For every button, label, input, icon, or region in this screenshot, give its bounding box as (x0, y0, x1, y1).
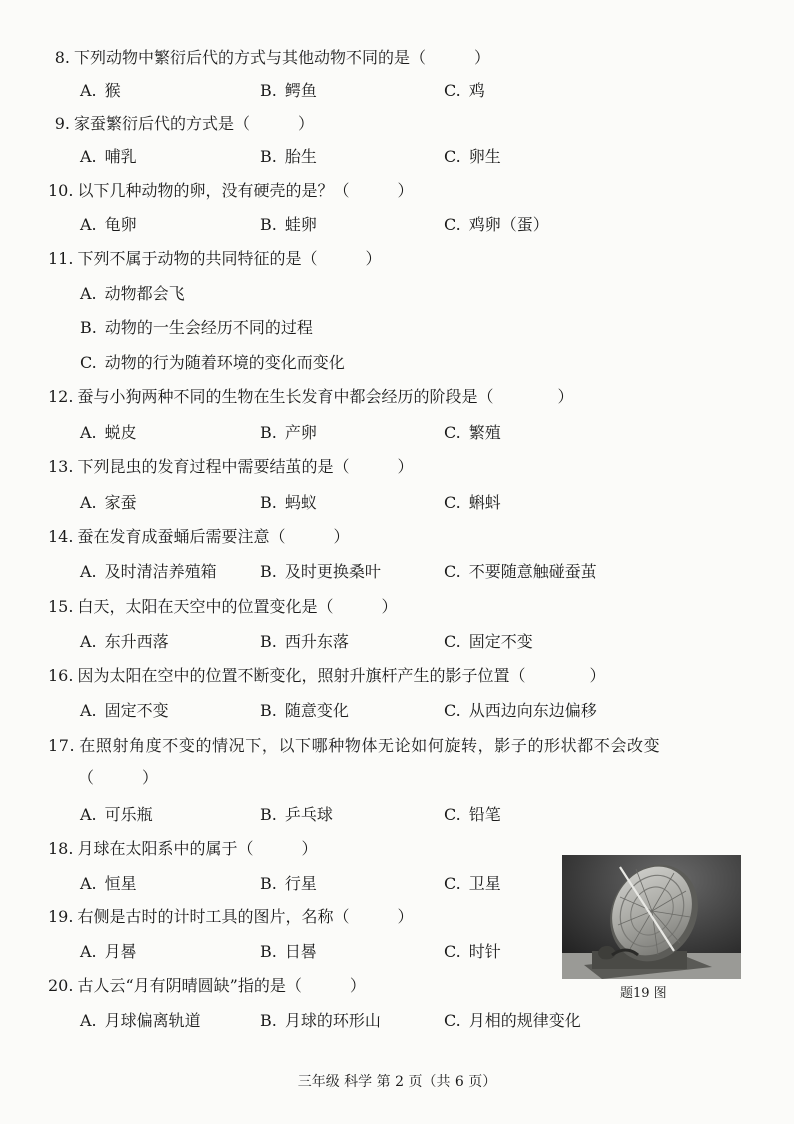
sundial-photo (562, 855, 741, 979)
question-17-answer-blank: （ ） (78, 768, 159, 787)
option-b[interactable]: B. 胎生 (260, 147, 317, 166)
question-20: 20. 古人云“月有阴晴圆缺”指的是（ ） (48, 976, 366, 995)
option-c[interactable]: C. 繁殖 (444, 423, 501, 442)
question-19: 19. 右侧是古时的计时工具的图片，名称（ ） (48, 907, 414, 926)
option-b[interactable]: B. 行星 (260, 874, 317, 893)
option-b[interactable]: B. 蛙卵 (260, 215, 317, 234)
page-footer: 三年级 科学 第 2 页（共 6 页） (297, 1074, 497, 1090)
option-c[interactable]: C. 从西边向东边偏移 (444, 701, 597, 720)
option-b[interactable]: B. 月球的环形山 (260, 1011, 381, 1030)
option-c[interactable]: C. 时针 (444, 942, 501, 961)
option-c[interactable]: C. 鸡 (444, 81, 485, 100)
option-b[interactable]: B. 乒乓球 (260, 805, 333, 824)
question-17: 17. 在照射角度不变的情况下，以下哪种物体无论如何旋转，影子的形状都不会改变 (48, 736, 661, 755)
option-c[interactable]: C. 铅笔 (444, 805, 501, 824)
question-11: 11. 下列不属于动物的共同特征的是（ ） (48, 249, 382, 268)
option-c[interactable]: C. 鸡卵（蛋） (444, 215, 549, 234)
option-a[interactable]: A. 蜕皮 (80, 423, 137, 442)
option-a[interactable]: A. 动物都会飞 (80, 284, 185, 303)
question-10: 10. 以下几种动物的卵，没有硬壳的是？（ ） (48, 181, 414, 200)
option-b[interactable]: B. 蚂蚁 (260, 493, 317, 512)
sundial-icon (562, 855, 741, 979)
option-b[interactable]: B. 西升东落 (260, 632, 349, 651)
option-c[interactable]: C. 卫星 (444, 874, 501, 893)
option-a[interactable]: A. 哺乳 (80, 147, 137, 166)
question-8: 8. 下列动物中繁衍后代的方式与其他动物不同的是（ ） (54, 48, 491, 67)
option-a[interactable]: A. 恒星 (80, 874, 137, 893)
question-12: 12. 蚕与小狗两种不同的生物在生长发育中都会经历的阶段是（ ） (48, 387, 574, 406)
option-c[interactable]: C. 月相的规律变化 (444, 1011, 581, 1030)
option-b[interactable]: B. 产卵 (260, 423, 317, 442)
option-c[interactable]: C. 卵生 (444, 147, 501, 166)
option-a[interactable]: A. 猴 (80, 81, 121, 100)
option-c[interactable]: C. 不要随意触碰蚕茧 (444, 562, 597, 581)
question-18: 18. 月球在太阳系中的属于（ ） (48, 839, 318, 858)
option-b[interactable]: B. 动物的一生会经历不同的过程 (80, 318, 313, 337)
option-c[interactable]: C. 固定不变 (444, 632, 533, 651)
option-c[interactable]: C. 蝌蚪 (444, 493, 501, 512)
question-13: 13. 下列昆虫的发育过程中需要结茧的是（ ） (48, 457, 414, 476)
option-b[interactable]: B. 日晷 (260, 942, 317, 961)
option-a[interactable]: A. 月球偏离轨道 (80, 1011, 201, 1030)
option-a[interactable]: A. 家蚕 (80, 493, 137, 512)
option-a[interactable]: A. 龟卵 (80, 215, 137, 234)
option-a[interactable]: A. 可乐瓶 (80, 805, 153, 824)
question-16: 16. 因为太阳在空中的位置不断变化，照射升旗杆产生的影子位置（ ） (48, 666, 606, 685)
option-b[interactable]: B. 随意变化 (260, 701, 349, 720)
option-a[interactable]: A. 月晷 (80, 942, 137, 961)
option-c[interactable]: C. 动物的行为随着环境的变化而变化 (80, 353, 345, 372)
option-a[interactable]: A. 及时清洁养殖箱 (80, 562, 217, 581)
option-b[interactable]: B. 及时更换桑叶 (260, 562, 381, 581)
question-15: 15. 白天，太阳在天空中的位置变化是（ ） (48, 597, 398, 616)
option-a[interactable]: A. 东升西落 (80, 632, 169, 651)
question-9: 9. 家蚕繁衍后代的方式是（ ） (54, 114, 315, 133)
figure-caption: 题19 图 (620, 986, 667, 1001)
option-a[interactable]: A. 固定不变 (80, 701, 169, 720)
question-14: 14. 蚕在发育成蚕蛹后需要注意（ ） (48, 527, 350, 546)
option-b[interactable]: B. 鳄鱼 (260, 81, 317, 100)
